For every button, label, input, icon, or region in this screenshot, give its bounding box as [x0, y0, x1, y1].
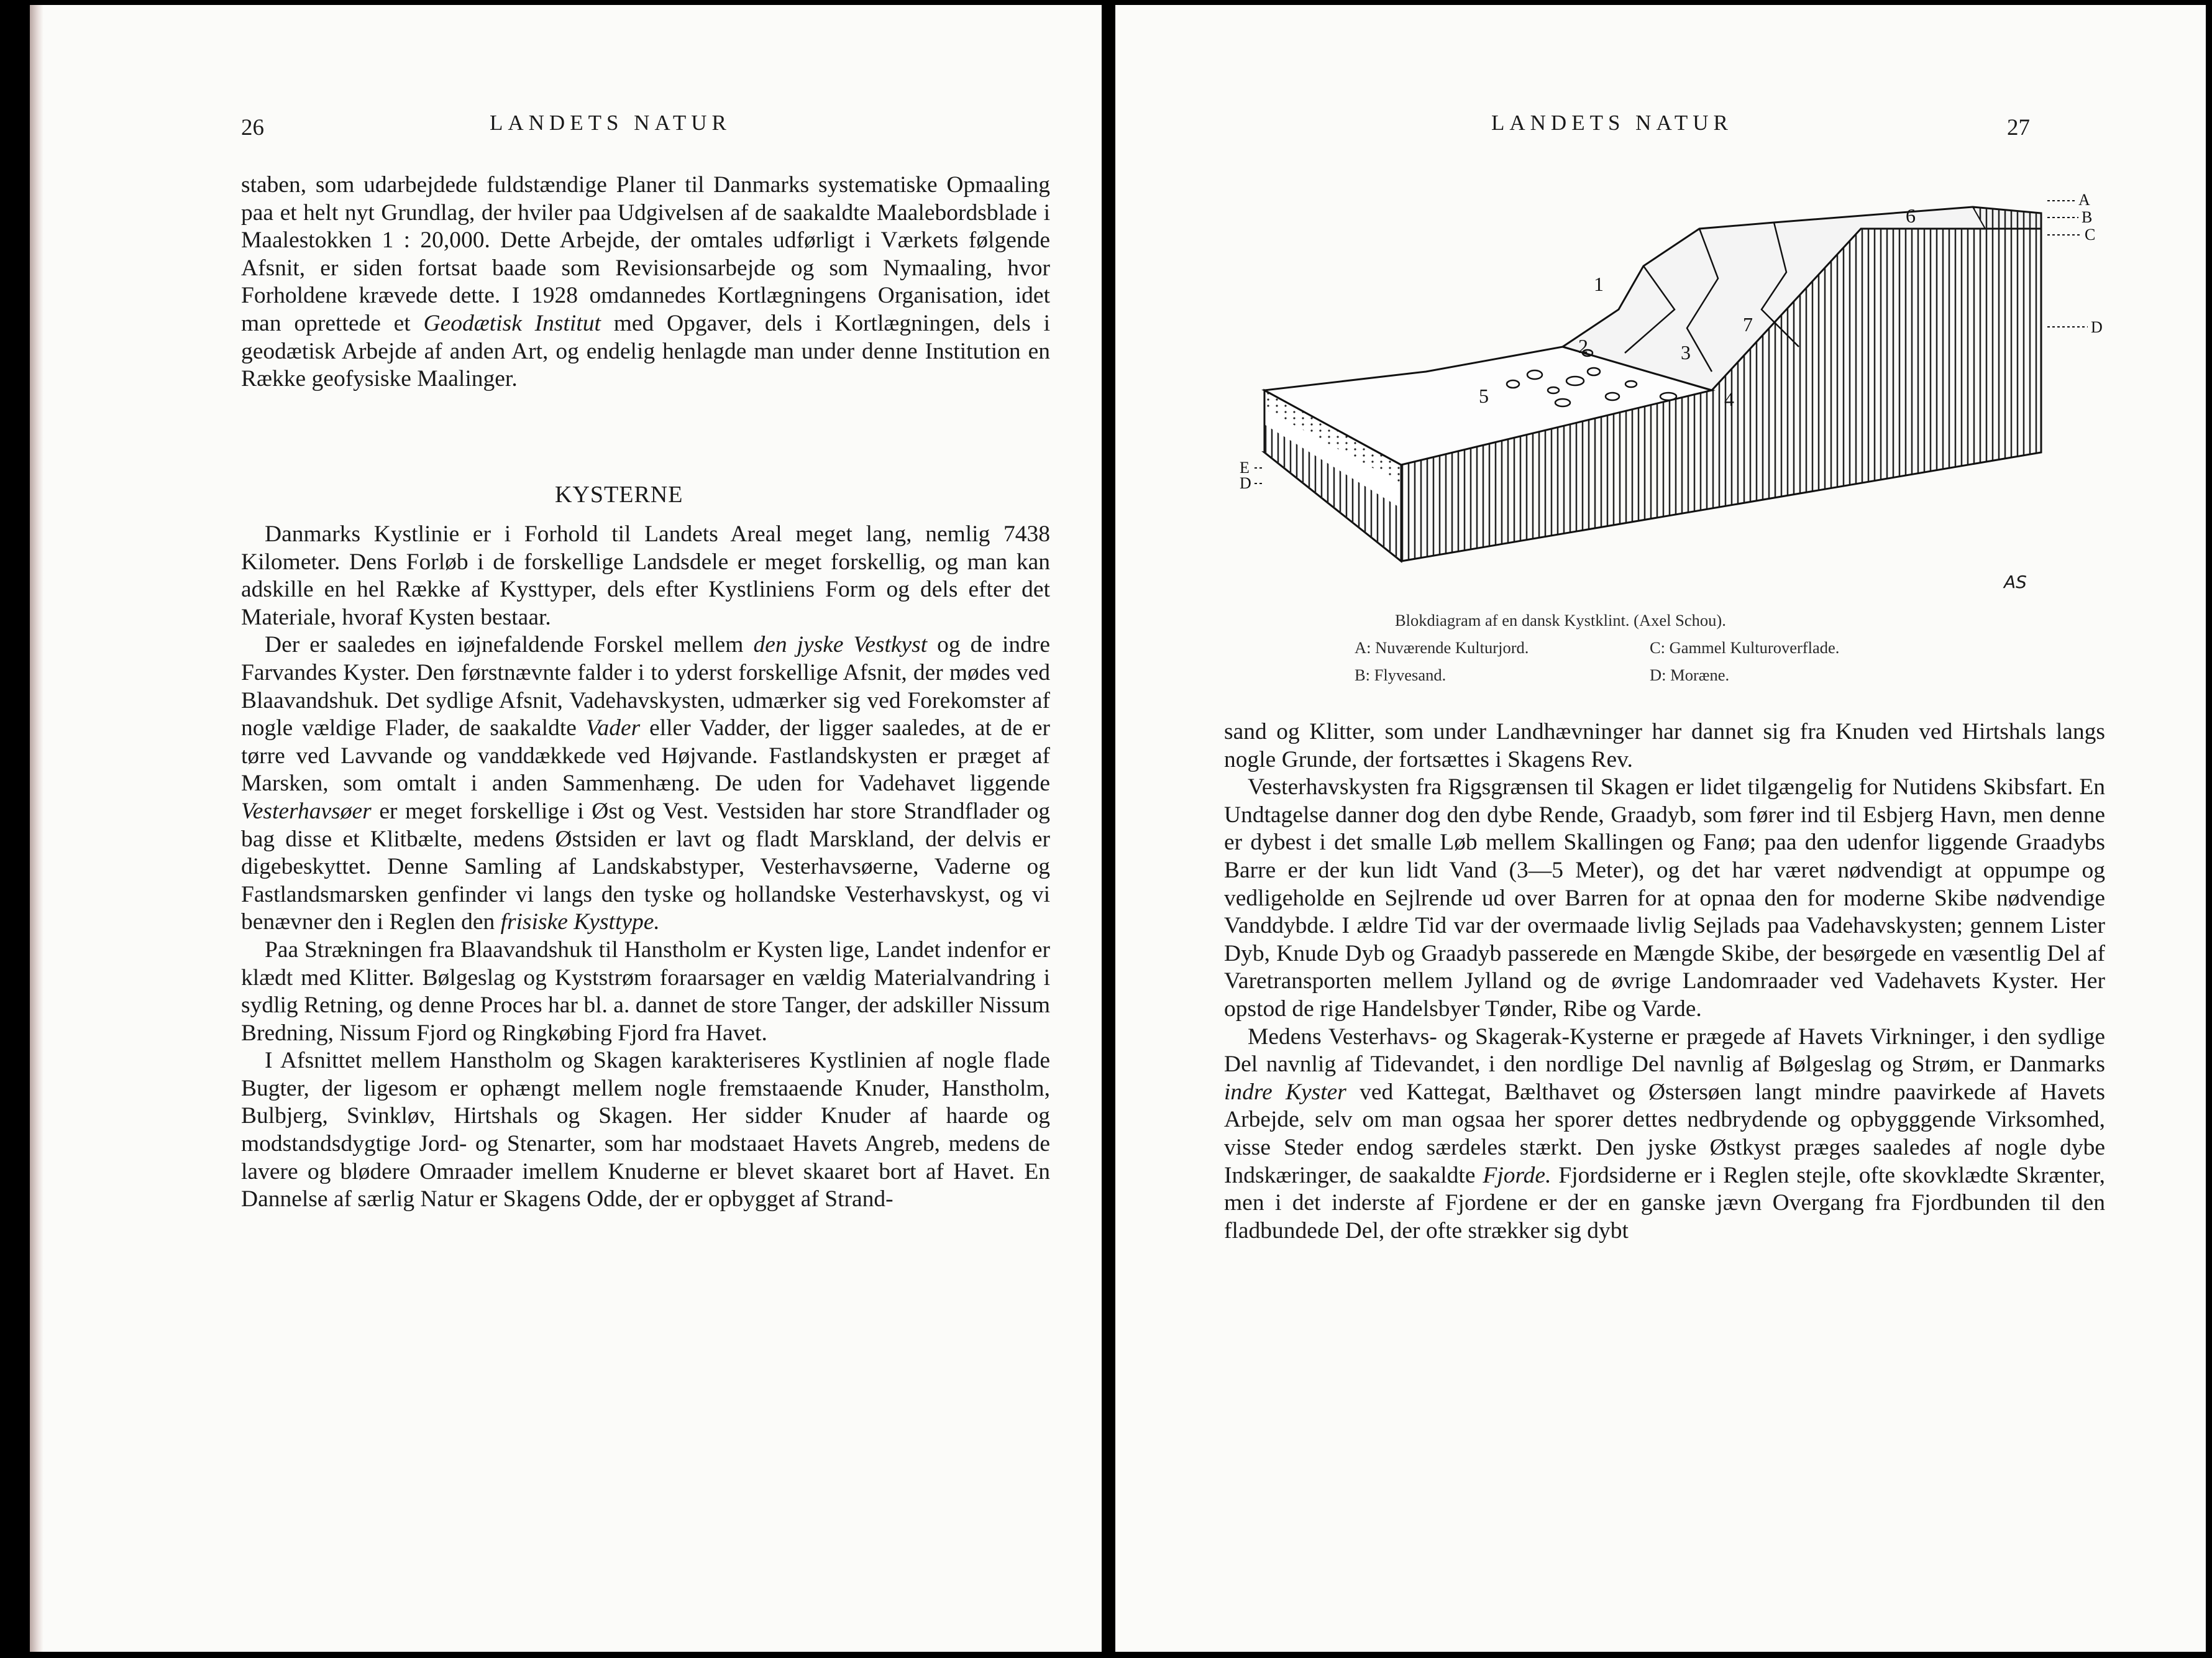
illustrator-signature: AS	[2004, 572, 2027, 592]
paragraph: sand og Klitter, som under Landhævninger har dannet sig fra Knuden ved Hirtshals langs nogle Grunde, der fortsættes i Skagens Rev.	[1224, 719, 2105, 772]
diagram-letter: A	[2078, 191, 2090, 209]
page-edge	[30, 5, 43, 1652]
left-page	[30, 5, 1102, 1652]
diagram-letter: C	[2085, 226, 2096, 244]
paragraph: Vesterhavskysten fra Rigsgrænsen til Skagen er lidet tilgængelig for Nutidens Skibsfart. En Undtagelse danner dog den dybe Rende, Graadyb, som fører ind til Esbjerg Havn, men denne er dybest i det smalle Løb mellem Skallingen og Fanø; paa den udenfor liggende Graadybs Barre er der kun lidt Vand (3—5 Meter), og det har været nødvendigt at oppumpe og vedligeholde en Sejlrende ud over Barren for at opnaa den for moderne Skibe nødvendige Vanddybde. I ældre Tid var der overmaade livlig Sejlads paa Vadehavskysten; gennem Lister Dyb, Knude Dyb og Graadyb passerede en Mængde Skibe, der besørgede en væsentlig Del af Varetransporten mellem Jylland og de øvrige Landomraader ved Vadehavets Kyster. Her opstod de rige Handelsbyer Tønder, Ribe og Varde.	[1224, 774, 2105, 1022]
diagram-number: 3	[1681, 341, 1691, 364]
paragraph: I Afsnittet mellem Hanstholm og Skagen karakteriseres Kystlinien af nogle flade Bugter, der ligesom er ophængt mellem nogle fremstaaende Knuder, Hanstholm, Bulbjerg, Svinkløv, Hirtshals og Skagen. Her sidder Knuder af haarde og modstandsdygtige Jord- og Stenarter, som har modstaaet Havets Angreb, medens de lavere og blødere Omraader imellem Knuderne er blevet skaaret bort af Havet. En Dannelse af særlig Natur er Skagens Odde, der er opbygget af Strand-	[241, 1048, 1050, 1212]
figure-legend-item: D: Moræne.	[1650, 666, 1730, 684]
diagram-number: 5	[1479, 385, 1489, 407]
page-number: 26	[241, 115, 264, 140]
diagram-number: 2	[1578, 335, 1588, 357]
text-block-main	[241, 521, 1050, 1214]
diagram-number: 7	[1743, 313, 1753, 336]
paragraph: staben, som udarbejdede fuldstændige Planer til Danmarks systematiske Opmaaling paa et helt nyt Grundlag, der hviler paa Udgivelsen af de saakaldte Maalebordsblade i Maalestokken 1 : 20,000. Dette Arbejde, der omtales udførligt i Værkets følgende Afsnit, er siden fortsat baade som Revisionsarbejde og som Nymaaling, hvor Forholdene krævede dette. I 1928 omdannedes Kortlægningens Organisation, idet man oprettede et Geodætisk Institut med Opgaver, dels i Kortlægningen, dels i geodætisk Arbejde af anden Art, og endelig henlagde man under denne Institution en Række geofysiske Maalinger.	[241, 172, 1051, 392]
figure-caption-title: Blokdiagram af en dansk Kystklint. (Axel Schou).	[1395, 611, 1726, 630]
paragraph: Paa Strækningen fra Blaavandshuk til Hanstholm er Kysten lige, Landet indenfor er klædt med Klitter. Bølgeslag og Kyststrøm foraarsager en vældig Materialvandring i sydlig Retning, og denne Proces har bl. a. dannet de store Tanger, der adskiller Nissum Bredning, Nissum Fjord og Ringkøbing Fjord fra Havet.	[241, 937, 1050, 1046]
diagram-letter: D	[1240, 474, 1251, 492]
section-heading: KYSTERNE	[555, 482, 683, 508]
diagram-letter: B	[2082, 208, 2093, 226]
diagram-letter: D	[2091, 318, 2103, 336]
text-block-top	[241, 172, 1050, 393]
running-head: LANDETS NATUR	[490, 111, 731, 135]
block-diagram-figure	[1240, 185, 2122, 583]
diagram-number: 6	[1906, 204, 1916, 227]
figure-legend-item: C: Gammel Kulturoverflade.	[1650, 638, 1840, 657]
diagram-number: 4	[1724, 388, 1734, 410]
running-head: LANDETS NATUR	[1491, 111, 1733, 135]
right-page	[1115, 5, 2206, 1652]
figure-legend-item: B: Flyvesand.	[1355, 666, 1446, 684]
page-number: 27	[2007, 115, 2030, 140]
figure-legend-item: A: Nuværende Kulturjord.	[1355, 638, 1529, 657]
text-block-main	[1224, 718, 2105, 1245]
paragraph: Danmarks Kystlinie er i Forhold til Landets Areal meget lang, nemlig 7438 Kilometer. Dens Forløb i de forskellige Landsdele er meget forskellig, og man kan adskille en hel Række af Kysttyper, dels efter Kystliniens Form og dels efter det Materiale, hvoraf Kysten bestaar.	[241, 521, 1050, 630]
paragraph: Der er saaledes en iøjnefaldende Forskel mellem den jyske Vestkyst og de indre Farvandes Kyster. Den førstnævnte falder i to yderst forskellige Afsnit, der mødes ved Blaavandshuk. Det sydlige Afsnit, Vadehavskysten, udmærker sig ved Forekomster af nogle vældige Flader, de saakaldte Vader eller Vadder, der ligger saaledes, at de er tørre ved Lavvande og vanddækkede ved Højvande. Fastlandskysten er præget af Marsken, som omtalt i anden Sammenhæng. De uden for Vadehavet liggende Vesterhavsøer er meget forskellige i Øst og Vest. Vestsiden har store Strandflader og bag disse et Klitbælte, medens Østsiden er lavt og fladt Marskland, der delvis er digebeskyttet. Denne Samling af Landskabstyper, Vesterhavsøerne, Vaderne og Fastlandsmarsken genfinder vi langs den tyske og hollandske Vesterhavskyst, og vi benævner den i Reglen den frisiske Kysttype.	[241, 632, 1051, 935]
paragraph: Medens Vesterhavs- og Skagerak-Kysterne er prægede af Havets Virkninger, i den sydlige Del navnlig af Tidevandet, i den nordlige Del navnlig af Bølgeslag og Strøm, er Danmarks indre Kyster ved Kattegat, Bælthavet og Østersøen langt mindre paavirkede af Havets Arbejde, selv om man ogsaa her sporer dettes nedbrydende og opbygggende Virksomhed, visse Steder endog særdeles stærkt. Den jyske Østkyst præges saaledes af nogle dybe Indskæringer, de saakaldte Fjorde. Fjordsiderne er i Reglen stejle, ofte skovklædte Skrænter, men i det inderste af Fjordene er der en ganske jævn Overgang fra Fjordbunden til den fladbundede Del, der ofte strækker sig dybt	[1224, 1024, 2106, 1244]
diagram-number: 1	[1594, 273, 1604, 295]
diagram-letter: E	[1240, 459, 1250, 477]
